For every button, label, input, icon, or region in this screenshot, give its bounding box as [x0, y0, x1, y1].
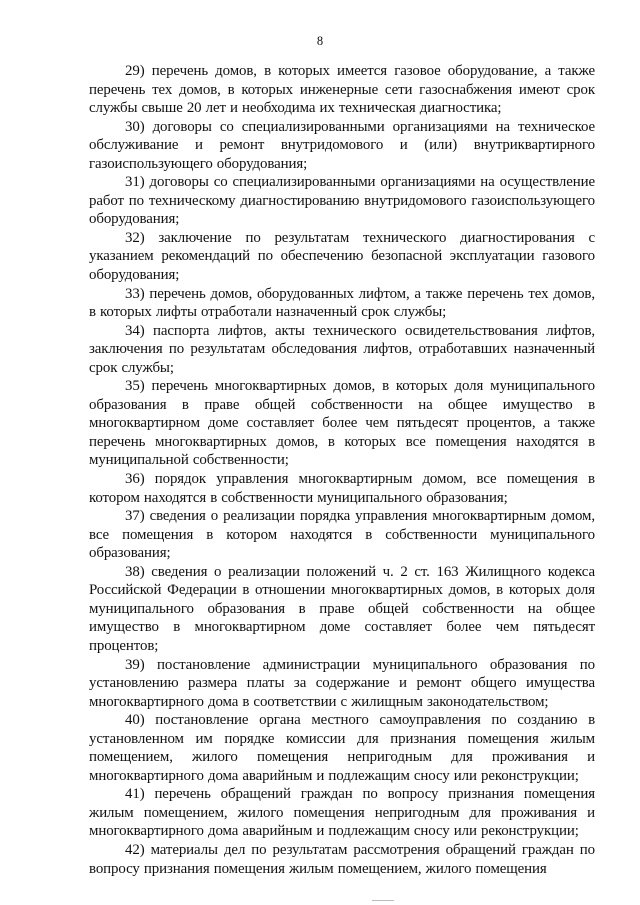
list-item-37: 37) сведения о реализации порядка управления многоквартирным домом, все помещения в котором находятся в собственности муниципального образования; [89, 508, 595, 562]
list-item-30: 30) договоры со специализированными организациями на техническое обслуживание и ремонт внутридомового и (или) внутриквартирного газоиспользующего оборудования; [89, 118, 595, 172]
list-item-42: 42) материалы дел по результатам рассмотрения обращений граждан по вопросу признания помещения жилым помещением, жилого помещения [89, 841, 595, 877]
scan-artifact-line [372, 900, 394, 901]
list-item-32: 32) заключение по результатам технического диагностирования с указанием рекомендаций по обеспечению безопасной эксплуатации газового оборудования; [89, 229, 595, 284]
list-item-38: 38) сведения о реализации положений ч. 2 ст. 163 Жилищного кодекса Российской Федерации в отношении многоквартирных домов, в которых доля муниципального образования в праве общей собственности на общее имущество в многоквартирном доме составляет более чем пятьдесят процентов; [89, 563, 595, 654]
list-item-34: 34) паспорта лифтов, акты технического освидетельствования лифтов, заключения по результатам обследования лифтов, отработавших назначенный срок службы; [89, 322, 595, 376]
list-item-41: 41) перечень обращений граждан по вопросу признания помещения жилым помещением, жилого помещения непригодным для проживания и многоквартирного дома аварийным и подлежащим сносу или реконструкции; [89, 786, 595, 840]
list-item-33: 33) перечень домов, оборудованных лифтом, а также перечень тех домов, в которых лифты отработали назначенный срок службы; [89, 285, 595, 321]
list-item-29: 29) перечень домов, в которых имеется газовое оборудование, а также перечень тех домов, в которых инженерные сети газоснабжения имеют срок службы свыше 20 лет и необходима их техническая диагностика; [89, 63, 595, 117]
page-number: 8 [316, 34, 324, 48]
list-item-39: 39) постановление администрации муниципального образования по установлению размера платы за содержание и ремонт общего имущества многоквартирного дома в соответствии с жилищным законодательством; [89, 656, 595, 710]
document-body [89, 62, 595, 878]
list-item-31: 31) договоры со специализированными организациями на осуществление работ по техническому диагностированию внутридомового газоиспользующего оборудования; [89, 174, 595, 228]
list-item-40: 40) постановление органа местного самоуправления по созданию в установленном им порядке комиссии для признания помещения жилым помещением, жилого помещения непригодным для проживания и многоквартирного дома аварийным и подлежащим сносу или реконструкции; [89, 712, 595, 784]
list-item-35: 35) перечень многоквартирных домов, в которых доля муниципального образования в праве общей собственности на общее имущество в многоквартирном доме составляет более чем пятьдесят процентов, а также перечень многоквартирных домов, в которых все помещения находятся в муниципальной собственности; [89, 378, 595, 469]
list-item-36: 36) порядок управления многоквартирным домом, все помещения в котором находятся в собственности муниципального образования; [89, 471, 595, 506]
